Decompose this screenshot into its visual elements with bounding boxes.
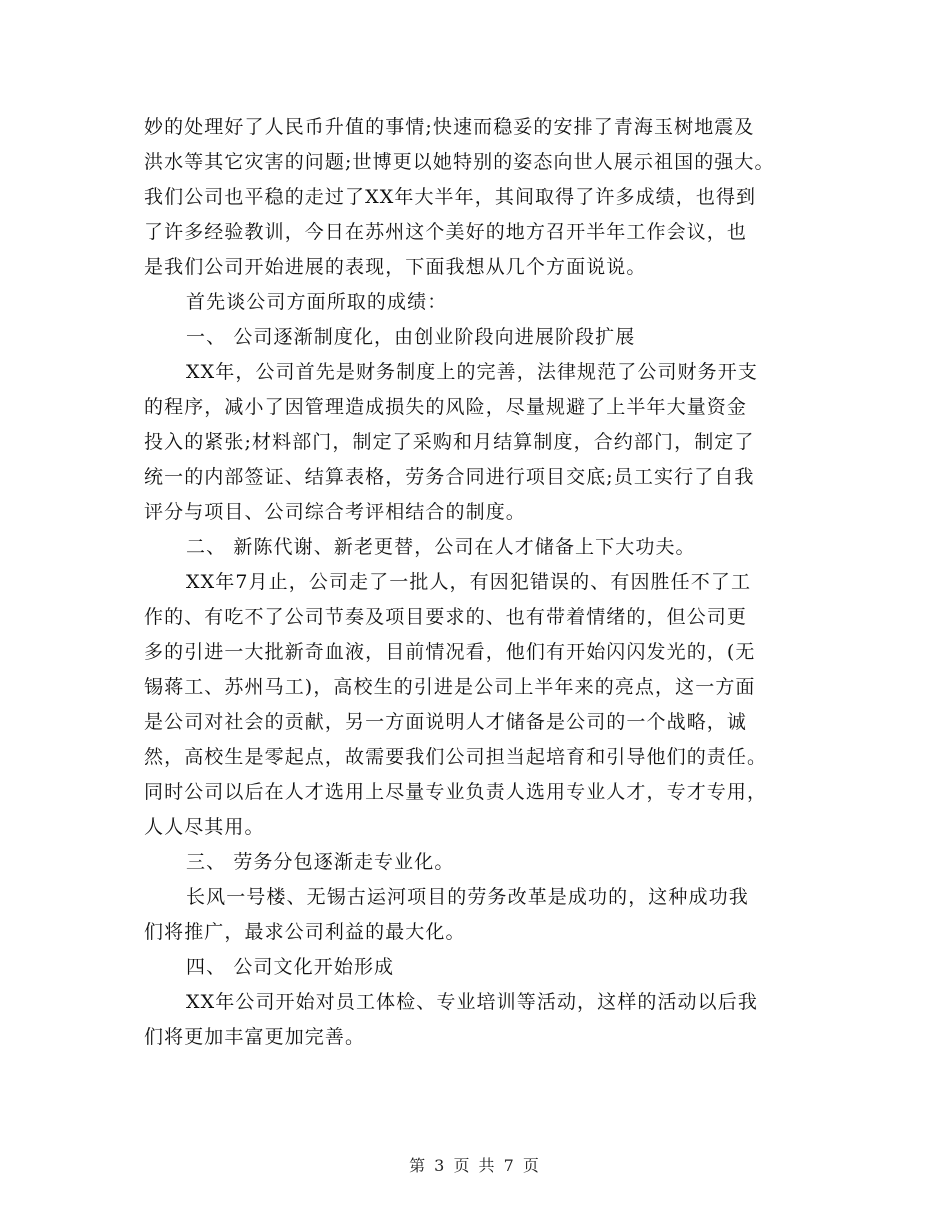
text-line: 锡蒋工、苏州马工)，高校生的引进是公司上半年来的亮点，这一方面: [144, 676, 756, 698]
text-line: 我们公司也平稳的走过了XX年大半年，其间取得了许多成绩，也得到: [144, 186, 757, 208]
text-line: 多的引进一大批新奇血液，目前情况看，他们有开始闪闪发光的，(无: [144, 641, 756, 663]
paragraph: [144, 285, 824, 320]
page-footer: 第 3 页 共 7 页: [409, 1156, 541, 1175]
paragraph: [144, 950, 824, 985]
text-line: XX年公司开始对员工体检、专业培训等活动，这样的活动以后我: [186, 991, 758, 1013]
text-line: 洪水等其它灾害的问题;世博更以她特别的姿态向世人展示祖国的强大。: [144, 151, 775, 173]
text-line: 首先谈公司方面所取的成绩：: [186, 291, 448, 313]
text-line: 是我们公司开始进展的表现，下面我想从几个方面说说。: [144, 256, 647, 278]
paragraph: [144, 880, 824, 950]
paragraph: [144, 355, 824, 530]
text-line: 长风一号楼、无锡古运河项目的劳务改革是成功的，这种成功我: [186, 886, 749, 908]
text-line: 作的、有吃不了公司节奏及项目要求的、也有带着情绪的，但公司更: [144, 606, 748, 628]
paragraph: [144, 530, 824, 565]
paragraph: [144, 110, 824, 285]
text-line: 们将推广，最求公司利益的最大化。: [144, 921, 466, 943]
text-line: 了许多经验教训，今日在苏州这个美好的地方召开半年工作会议，也: [144, 221, 748, 243]
text-line: 评分与项目、公司综合考评相结合的制度。: [144, 501, 526, 523]
paragraph: [144, 985, 824, 1055]
text-line: 然，高校生是零起点，故需要我们公司担当起培育和引导他们的责任。: [144, 746, 768, 768]
text-line: 的程序，减小了因管理造成损失的风险，尽量规避了上半年大量资金: [144, 396, 748, 418]
text-line: XX年7月止，公司走了一批人，有因犯错误的、有因胜任不了工: [186, 571, 752, 593]
text-line: 是公司对社会的贡献，另一方面说明人才储备是公司的一个战略，诚: [144, 711, 748, 733]
document-body: [144, 110, 824, 1055]
text-line: 一、 公司逐渐制度化，由创业阶段向进展阶段扩展: [186, 326, 636, 348]
paragraph: [144, 845, 824, 880]
text-line: 们将更加丰富更加完善。: [144, 1026, 366, 1048]
paragraph: [144, 320, 824, 355]
text-line: 投入的紧张;材料部门，制定了采购和月结算制度，合约部门，制定了: [144, 431, 755, 453]
text-line: 妙的处理好了人民币升值的事情;快速而稳妥的安排了青海玉树地震及: [144, 116, 755, 138]
text-line: 二、 新陈代谢、新老更替，公司在人才储备上下大功夫。: [186, 536, 696, 558]
text-line: XX年，公司首先是财务制度上的完善，法律规范了公司财务开支: [186, 361, 758, 383]
text-line: 三、 劳务分包逐渐走专业化。: [186, 851, 455, 873]
text-line: 四、 公司文化开始形成: [186, 956, 395, 978]
text-line: 人人尽其用。: [144, 816, 265, 838]
text-line: 统一的内部签证、结算表格，劳务合同进行项目交底;员工实行了自我: [144, 466, 755, 488]
paragraph: [144, 565, 824, 845]
text-line: 同时公司以后在人才选用上尽量专业负责人选用专业人才，专才专用，: [144, 781, 768, 803]
